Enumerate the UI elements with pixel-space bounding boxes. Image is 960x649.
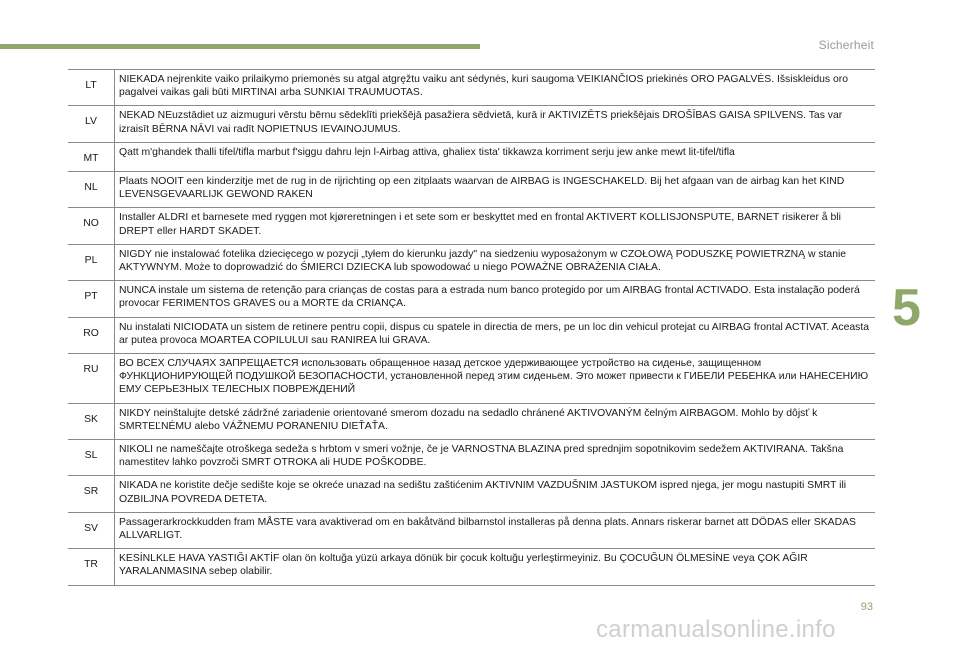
warning-text: NIKDY neinštalujte detské zádržné zariadenie orientované smerom dozadu na sedadlo chránené AKTIVOVANÝM čelným AIRBAGOM. Mohlo by dôjsť k SMRTEĽNÉMU alebo VÁŽNEMU PORANENIU DIEŤAŤA. <box>115 403 876 439</box>
page-number: 93 <box>860 601 873 613</box>
warning-text: KESİNLKLE HAVA YASTIĞI AKTİF olan ön koltuğa yüzü arkaya dönük bir çocuk koltuğu yerleştirmeyiniz. Bu ÇOCUĞUN ÖLMESİNE veya ÇOK AĞIR YARALANMASINA sebep olabilir. <box>115 549 876 585</box>
language-code: PL <box>68 244 115 280</box>
warning-text: NIEKADA nejrenkite vaiko prilaikymo priemonės su atgal atgręžtu vaiku ant sėdynės, kuri saugoma VEIKIANČIOS priekinės ORO PAGALVĖS. Išsiskleidus oro pagalvei vaikas gali būti MIRTINAI arba SUNKIAI TRAUMUOTAS. <box>115 70 876 106</box>
language-code: NL <box>68 172 115 208</box>
warning-row-sr <box>68 476 875 512</box>
language-code: RO <box>68 317 115 353</box>
warning-row-nl <box>68 172 875 208</box>
warning-row-no <box>68 208 875 244</box>
watermark: carmanualsonline.info <box>596 616 836 643</box>
warning-row-tr <box>68 549 875 585</box>
header-accent-bar <box>0 44 480 49</box>
warning-text: NUNCA instale um sistema de retenção para crianças de costas para a estrada num banco protegido por um AIRBAG frontal ACTIVADO. Esta instalação poderá provocar FERIMENTOS GRAVES ou a MORTE da CRIANÇA. <box>115 281 876 317</box>
warning-row-sk <box>68 403 875 439</box>
language-code: LT <box>68 70 115 106</box>
warning-row-lt <box>68 70 875 106</box>
language-code: RU <box>68 354 115 404</box>
language-code: SV <box>68 512 115 548</box>
warning-text: Qatt m'ghandek tħalli tifel/tifla marbut f'siggu dahru lejn l-Airbag attiva, ghaliex tista' tikkawza korriment serju jew anke mewt lit-tifel/tifla <box>115 142 876 171</box>
language-code: PT <box>68 281 115 317</box>
airbag-warning-table <box>68 69 875 586</box>
section-title: Sicherheit <box>818 38 874 52</box>
warning-text: ВО ВСЕХ СЛУЧАЯХ ЗАПРЕЩАЕТСЯ использовать обращенное назад детское удерживающее устройство на сиденье, защищенном ФУНКЦИОНИРУЮЩЕЙ ПОДУШКОЙ БЕЗОПАСНОСТИ, установленной перед этим сиденьем. Это может привести к ГИБЕЛИ РЕБЕНКА или НАНЕСЕНИЮ ЕМУ СЕРЬЕЗНЫХ ТЕЛЕСНЫХ ПОВРЕЖДЕНИЙ <box>115 354 876 404</box>
warning-text: NIKOLI ne nameščajte otroškega sedeža s hrbtom v smeri vožnje, če je VARNOSTNA BLAZINA pred sprednjim sopotnikovim sedežem AKTIVIRANA. Takšna namestitev lahko povzroči SMRT OTROKA ali HUDE POŠKODBE. <box>115 440 876 476</box>
warning-row-mt <box>68 142 875 171</box>
language-code: NO <box>68 208 115 244</box>
language-code: MT <box>68 142 115 171</box>
warning-text: Nu instalati NICIODATA un sistem de retinere pentru copii, dispus cu spatele in directia de mers, pe un loc din vehicul protejat cu AIRBAG frontal ACTIVAT. Aceasta ar putea provoca MOARTEA COPILULUI sau RANIREA lui GRAVA. <box>115 317 876 353</box>
warning-text: NIGDY nie instalować fotelika dziecięcego w pozycji „tyłem do kierunku jazdy" na siedzeniu wyposażonym w CZOŁOWĄ PODUSZKĘ POWIETRZNĄ w stanie AKTYWNYM. Może to doprowadzić do ŚMIERCI DZIECKA lub spowodować u niego POWAŻNE OBRAŻENIA CIAŁA. <box>115 244 876 280</box>
language-code: SL <box>68 440 115 476</box>
chapter-number: 5 <box>892 279 921 337</box>
language-code: LV <box>68 106 115 142</box>
language-code: TR <box>68 549 115 585</box>
warning-row-sv <box>68 512 875 548</box>
warning-row-sl <box>68 440 875 476</box>
warning-text: NEKAD NEuzstādiet uz aizmuguri vērstu bērnu sēdeklīti priekšējā pasažiera sēdvietā, kurā ir AKTIVIZĒTS priekšējais DROŠĪBAS GAISA SPILVENS. Tas var izraisīt BĒRNA NĀVI vai radīt NOPIETNUS IEVAINOJUMUS. <box>115 106 876 142</box>
language-code: SR <box>68 476 115 512</box>
warning-row-pt <box>68 281 875 317</box>
warning-row-pl <box>68 244 875 280</box>
warning-text: Passagerarkrockkudden fram MÅSTE vara avaktiverad om en bakåtvänd bilbarnstol installeras på denna plats. Annars riskerar barnet att DÖDAS eller SKADAS ALLVARLIGT. <box>115 512 876 548</box>
warning-row-ru <box>68 354 875 404</box>
warning-text: Plaats NOOIT een kinderzitje met de rug in de rijrichting op een zitplaats waarvan de AIRBAG is INGESCHAKELD. Bij het afgaan van de airbag kan het KIND LEVENSGEVAARLIJK GEWOND RAKEN <box>115 172 876 208</box>
language-code: SK <box>68 403 115 439</box>
warning-text: Installer ALDRI et barnesete med ryggen mot kjøreretningen i et sete som er beskyttet med en frontal AKTIVERT KOLLISJONSPUTE, BARNET risikerer å bli DREPT eller HARDT SKADET. <box>115 208 876 244</box>
warning-row-lv <box>68 106 875 142</box>
warning-text: NIKADA ne koristite dečje sedište koje se okreće unazad na sedištu zaštićenim AKTIVNIM VAZDUŠNIM JASTUKOM ispred njega, jer mogu nastupiti SMRT ili OZBILJNA POVREDA DETETA. <box>115 476 876 512</box>
warning-row-ro <box>68 317 875 353</box>
